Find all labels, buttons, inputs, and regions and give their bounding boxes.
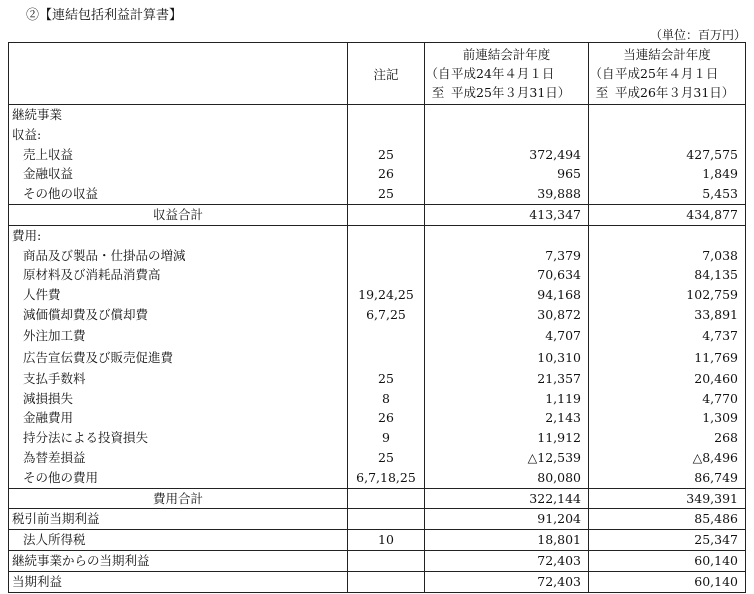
row-label: 当期利益 — [12, 573, 63, 589]
row-note: 8 — [347, 389, 424, 409]
row-note — [347, 489, 424, 509]
table-row — [9, 105, 745, 125]
table-row — [9, 530, 745, 551]
row-label: 費用合計 — [152, 490, 203, 506]
row-note — [347, 347, 424, 369]
row-prev: 4,707 — [424, 325, 588, 347]
row-prev: 30,872 — [424, 305, 588, 325]
row-note: 25 — [347, 145, 424, 165]
row-note: 25 — [347, 369, 424, 389]
table-row — [9, 369, 745, 389]
table-row — [9, 572, 745, 592]
row-prev: △12,539 — [424, 448, 588, 468]
row-prev: 94,168 — [424, 285, 588, 305]
row-curr: 102,759 — [588, 285, 745, 305]
table-row — [9, 489, 745, 510]
row-label: 継続事業 — [12, 107, 63, 122]
row-label: 売上収益 — [23, 146, 74, 162]
row-prev: 965 — [424, 164, 588, 184]
row-label: 金融収益 — [23, 166, 74, 182]
row-note: 26 — [347, 164, 424, 184]
row-note: 9 — [347, 428, 424, 448]
row-note — [347, 325, 424, 347]
prev-period-from — [425, 64, 588, 83]
row-curr: 25,347 — [588, 530, 745, 550]
table-row — [9, 347, 745, 369]
table-row — [9, 509, 745, 530]
row-curr — [588, 226, 745, 246]
header-prev-period — [424, 43, 588, 104]
row-note — [347, 205, 424, 225]
row-curr: 4,770 — [588, 389, 745, 409]
row-curr — [588, 125, 745, 145]
row-curr — [588, 105, 745, 125]
row-label: 収益: — [12, 126, 42, 142]
row-curr: 434,877 — [588, 205, 745, 225]
row-prev: 70,634 — [424, 265, 588, 285]
row-label: 外注加工費 — [23, 327, 86, 343]
row-prev: 18,801 — [424, 530, 588, 550]
curr-period-title: 当連結会計年度 — [623, 47, 711, 62]
row-label: 減価償却費及び償却費 — [23, 306, 149, 322]
table-row — [9, 325, 745, 347]
row-prev — [424, 226, 588, 246]
table-row — [9, 205, 745, 226]
row-label: 為替差損益 — [23, 449, 86, 465]
table-row — [9, 164, 745, 184]
row-note — [347, 509, 424, 529]
row-label: 収益合計 — [152, 206, 203, 222]
row-prev: 322,144 — [424, 489, 588, 509]
statement-title: ②【連結包括利益計算書】 — [26, 8, 183, 23]
row-note: 19,24,25 — [347, 285, 424, 305]
prev-from-key: （自 — [425, 66, 451, 81]
table-row — [9, 389, 745, 409]
row-note — [347, 105, 424, 125]
prev-period-to — [425, 83, 588, 102]
row-curr: 7,038 — [588, 246, 745, 266]
table-row — [9, 226, 745, 246]
row-label: 広告宣伝費及び販売促進費 — [23, 349, 174, 365]
row-label: 商品及び製品・仕掛品の増減 — [23, 247, 186, 263]
row-prev: 372,494 — [424, 145, 588, 165]
table-row — [9, 184, 745, 205]
header-item-cell — [9, 43, 347, 104]
header-curr-period — [588, 43, 745, 104]
row-label: 原材料及び消耗品消費高 — [23, 267, 161, 283]
row-note: 25 — [347, 448, 424, 468]
unit-label: （単位：百万円） — [649, 28, 746, 42]
table-row — [9, 265, 745, 285]
prev-to-date: 平成25年３月31日） — [451, 85, 571, 100]
prev-to-key: 至 — [431, 85, 445, 100]
curr-from-date: 平成25年４月１日 — [615, 66, 719, 81]
row-label: 持分法による投資損失 — [23, 430, 149, 446]
table-row — [9, 468, 745, 489]
row-prev: 413,347 — [424, 205, 588, 225]
row-prev: 11,912 — [424, 428, 588, 448]
row-note: 26 — [347, 408, 424, 428]
row-note — [347, 246, 424, 266]
row-curr: 1,849 — [588, 164, 745, 184]
row-curr: 86,749 — [588, 468, 745, 488]
table-row — [9, 125, 745, 145]
row-label: 税引前当期利益 — [12, 511, 100, 527]
prev-from-date: 平成24年４月１日 — [451, 66, 555, 81]
row-curr: 5,453 — [588, 184, 745, 204]
row-curr: 85,486 — [588, 509, 745, 529]
row-prev: 10,310 — [424, 347, 588, 369]
curr-period-to — [589, 83, 745, 102]
row-note — [347, 572, 424, 592]
row-curr: 11,769 — [588, 347, 745, 369]
row-curr: 1,309 — [588, 408, 745, 428]
row-note — [347, 551, 424, 571]
row-note: 6,7,18,25 — [347, 468, 424, 488]
table-row — [9, 285, 745, 305]
table-row — [9, 408, 745, 428]
row-prev: 2,143 — [424, 408, 588, 428]
row-curr: 4,737 — [588, 325, 745, 347]
row-curr: 84,135 — [588, 265, 745, 285]
row-prev: 72,403 — [424, 572, 588, 592]
row-label: 費用: — [12, 227, 42, 243]
row-prev: 39,888 — [424, 184, 588, 204]
row-curr: 20,460 — [588, 369, 745, 389]
row-note: 10 — [347, 530, 424, 550]
row-curr: 60,140 — [588, 572, 745, 592]
row-prev: 80,080 — [424, 468, 588, 488]
table-header — [9, 43, 745, 105]
header-note: 注記 — [347, 43, 424, 104]
row-prev: 1,119 — [424, 389, 588, 409]
row-prev: 72,403 — [424, 551, 588, 571]
row-label: 継続事業からの当期利益 — [12, 552, 150, 568]
table-row — [9, 305, 745, 325]
curr-from-key: （自 — [589, 66, 615, 81]
row-curr: 268 — [588, 428, 745, 448]
income-statement-table — [8, 42, 746, 593]
row-prev: 21,357 — [424, 369, 588, 389]
row-note — [347, 265, 424, 285]
table-row — [9, 145, 745, 165]
table-row — [9, 551, 745, 572]
table-row — [9, 246, 745, 266]
row-prev — [424, 105, 588, 125]
row-label: 減損損失 — [23, 390, 74, 406]
row-label: その他の費用 — [23, 469, 99, 485]
row-prev: 91,204 — [424, 509, 588, 529]
row-curr: 33,891 — [588, 305, 745, 325]
curr-period-from — [589, 64, 745, 83]
row-label: 金融費用 — [23, 410, 74, 426]
row-note: 6,7,25 — [347, 305, 424, 325]
row-label: その他の収益 — [23, 186, 99, 202]
row-note — [347, 125, 424, 145]
row-curr: 349,391 — [588, 489, 745, 509]
row-note — [347, 226, 424, 246]
curr-to-key: 至 — [595, 85, 609, 100]
row-prev: 7,379 — [424, 246, 588, 266]
row-label: 人件費 — [23, 287, 61, 303]
row-curr: △8,496 — [588, 448, 745, 468]
prev-period-title: 前連結会計年度 — [462, 47, 551, 62]
row-label: 支払手数料 — [23, 370, 86, 386]
row-prev — [424, 125, 588, 145]
row-label: 法人所得税 — [23, 532, 86, 548]
row-curr: 60,140 — [588, 551, 745, 571]
row-note: 25 — [347, 184, 424, 204]
table-row — [9, 448, 745, 468]
table-row — [9, 428, 745, 448]
row-curr: 427,575 — [588, 145, 745, 165]
curr-to-date: 平成26年３月31日） — [615, 85, 735, 100]
